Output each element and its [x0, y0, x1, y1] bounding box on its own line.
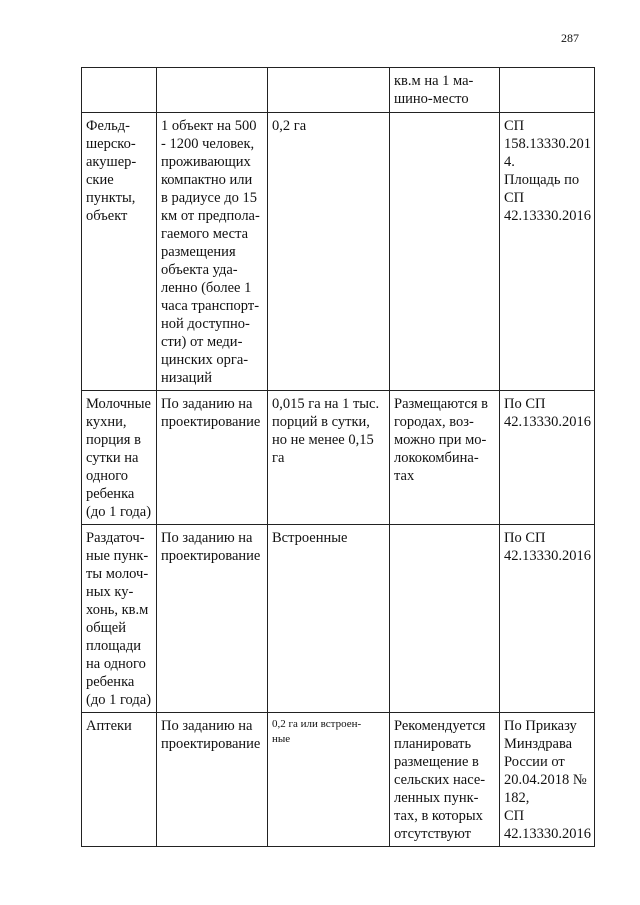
table-cell: 0,2 га или встроен- ные: [268, 713, 390, 847]
table-cell: 1 объект на 500 - 1200 человек, проживающих компактно или в радиусе до 15 км от предпола- гаемого места размещения объекта уда- ленно (более 1 часа транспорт- ной доступно- сти) от меди- цинских орга- низаций: [157, 113, 268, 391]
table-cell: Аптеки: [82, 713, 157, 847]
table-row: [82, 68, 595, 113]
data-table: [81, 67, 595, 847]
table-cell: [500, 68, 595, 113]
table-cell: Встроенные: [268, 525, 390, 713]
table-row: [82, 391, 595, 525]
table-cell: [390, 525, 500, 713]
table-cell: Раздаточ- ные пунк- ты молоч- ных ку- хонь, кв.м общей площади на одного ребенка (до 1 года): [82, 525, 157, 713]
table-cell: По Приказу Минздрава России от 20.04.2018 № 182, СП 42.13330.2016: [500, 713, 595, 847]
table-cell: [268, 68, 390, 113]
table-row: [82, 525, 595, 713]
table-cell: 0,2 га: [268, 113, 390, 391]
page-number: 287: [561, 31, 579, 45]
table-cell: [157, 68, 268, 113]
table-cell: Рекомендуется планировать размещение в сельских насе- ленных пунк- тах, в которых отсутствуют: [390, 713, 500, 847]
table-cell: По СП 42.13330.2016: [500, 391, 595, 525]
table-cell: СП 158.13330.201 4. Площадь по СП 42.13330.2016: [500, 113, 595, 391]
table-row: [82, 713, 595, 847]
table-cell: Молочные кухни, порция в сутки на одного ребенка (до 1 года): [82, 391, 157, 525]
table-cell: кв.м на 1 ма- шино-место: [390, 68, 500, 113]
table-cell: [390, 113, 500, 391]
table-cell: 0,015 га на 1 тыс. порций в сутки, но не менее 0,15 га: [268, 391, 390, 525]
table-row: [82, 113, 595, 391]
table-cell: Размещаются в городах, воз- можно при мо- лококомбина- тах: [390, 391, 500, 525]
table-cell: По СП 42.13330.2016: [500, 525, 595, 713]
table-cell: По заданию на проектирование: [157, 391, 268, 525]
table-cell: [82, 68, 157, 113]
table-cell: По заданию на проектирование: [157, 525, 268, 713]
table-cell: По заданию на проектирование: [157, 713, 268, 847]
table-cell: Фельд- шерско- акушер- ские пункты, объект: [82, 113, 157, 391]
